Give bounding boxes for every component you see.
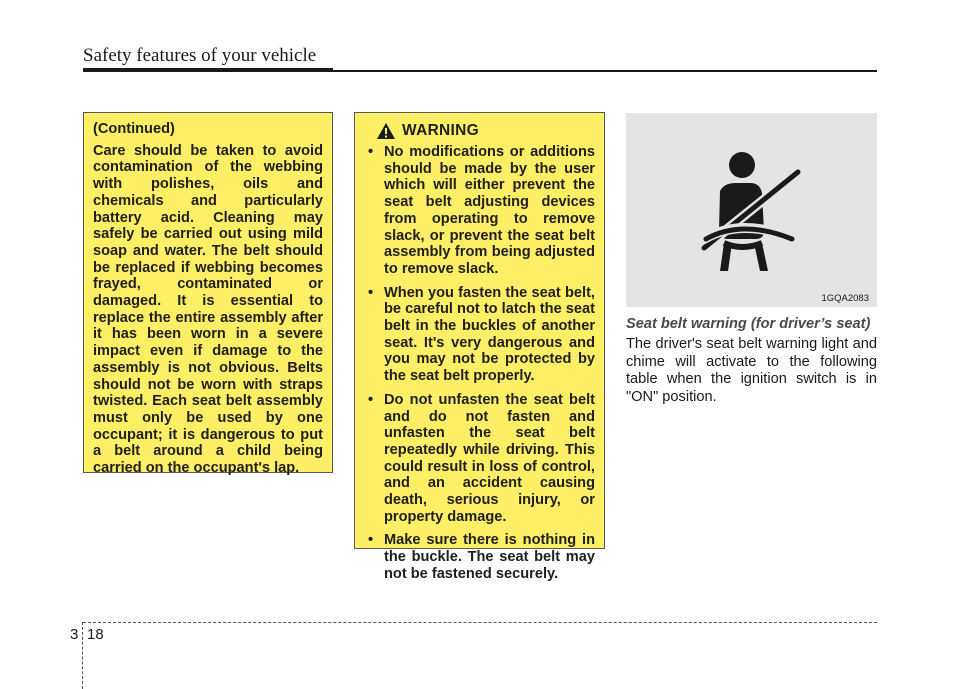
- warning-item-text: Make sure there is nothing in the buckle. The seat belt may not be fastened securely.: [384, 532, 595, 582]
- bullet-icon: •: [368, 391, 374, 408]
- header-rule-thin: [333, 70, 877, 72]
- warning-title: WARNING: [402, 121, 480, 139]
- continued-body: Care should be taken to avoid contamination of the webbing with polishes, oils and chemicals and particularly battery acid. Cleaning may safely be carried out using mild soap and water. The belt should be replaced if webbing becomes frayed, contaminated or damaged. It is essential to replace the entire assembly after it has been worn in a severe impact even if damage to the assembly is not obvious. Belts should not be worn with straps twisted. Each seat belt assembly must only be used by one occupant; it is dangerous to put a belt around a child being carried on the occupant's lap.: [93, 142, 323, 477]
- warning-item: [364, 532, 595, 582]
- illustration-code: 1GQA2083: [821, 293, 869, 304]
- seat-belt-warning-heading: Seat belt warning (for driver’s seat): [626, 316, 871, 332]
- seat-belt-warning-icon: [698, 147, 806, 275]
- seat-belt-illustration: [626, 113, 877, 307]
- bullet-icon: •: [368, 532, 374, 549]
- continued-caution-box: [83, 112, 333, 477]
- seat-belt-warning-body: The driver's seat belt warning light and chime will activate to the following table when the ignition switch is in "ON" position.: [626, 336, 877, 405]
- warning-list: [364, 144, 595, 583]
- warning-triangle-icon: [376, 122, 396, 140]
- footer-vertical-rule: [82, 622, 83, 689]
- warning-item: [364, 144, 595, 278]
- footer-rule: [83, 622, 877, 623]
- continued-label: (Continued): [93, 121, 175, 137]
- warning-item-text: Do not unfasten the seat belt and do not fasten and unfasten the seat belt repeatedly while driving. This could result in loss of control, and an accident causing death, serious injury, or property damage.: [384, 391, 595, 525]
- section-title: Safety features of your vehicle: [83, 45, 317, 66]
- warning-item-text: When you fasten the seat belt, be careful not to latch the seat belt in the buckles of another seat. It's very dangerous and you may not be protected by the seat belt properly.: [384, 284, 595, 385]
- warning-item: [364, 285, 595, 385]
- page-number: 18: [87, 626, 104, 643]
- warning-item-text: No modifications or additions should be made by the user which will either prevent the seat belt adjusting devices from operating to remove slack, or prevent the seat belt assembly from being adjusted to remove slack.: [384, 144, 595, 277]
- warning-box: [354, 112, 605, 582]
- header-rule-thick: [83, 68, 333, 72]
- bullet-icon: •: [368, 284, 374, 301]
- bullet-icon: •: [368, 144, 374, 160]
- chapter-number: 3: [70, 626, 79, 643]
- warning-item: [364, 392, 595, 526]
- warning-heading: [364, 122, 595, 140]
